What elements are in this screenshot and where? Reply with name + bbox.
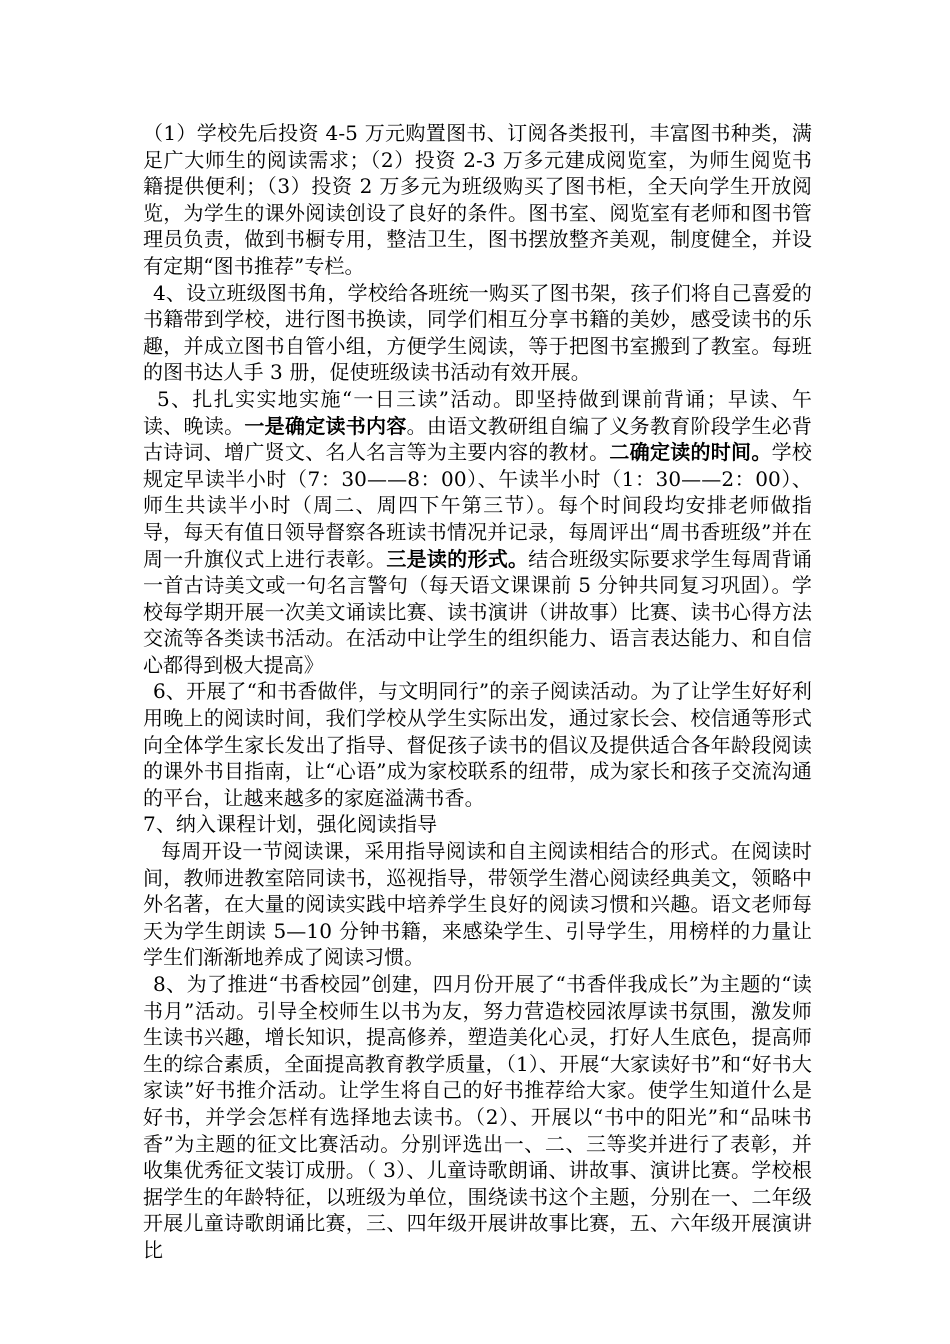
paragraph-class-book-corner [143,280,812,386]
bold-heading-content: 一是确定读书内容 [244,413,407,438]
text-segment: 5、扎扎实实地实施“一日三读”活动。即坚持做到课前背诵；早读、午读、晚读。 [143,386,812,438]
paragraph-parent-child-reading [143,678,812,811]
text-segment: （1）学校先后投资 4-5 万元购置图书、订阅各类报刊，丰富图书种类，满足广大师生的阅读需求；（2）投资 2-3 万多元建成阅览室，为师生阅览书籍提供便利；（3）投资 2 万多元为班级购买了图书柜，全天向学生开放阅览，为学生的课外阅读创设了良好的条件。图书室、阅览室有老师和图书管理员负责，做到书橱专用，整洁卫生，图书摆放整齐美观，制度健全，并设有定期“图书推荐”专栏。 [143,121,812,278]
paragraph-curriculum-heading [143,811,812,838]
text-segment: 8、为了推进“书香校园”创建，四月份开展了“书香伴我成长”为主题的“读书月”活动。引导全校师生以书为友，努力营造校园浓厚读书氛围，激发师生读书兴趣，增长知识，提高修养，塑造美化心灵，打好人生底色，提高师生的综合素质，全面提高教育教学质量，（1）、开展“大家读好书”和“好书大家读”好书推介活动。让学生将自己的好书推荐给大家。使学生知道什么是好书，并学会怎样有选择地去读书。（2）、开展以“书中的阳光”和“品味书香”为主题的征文比赛活动。分别评选出一、二、三等奖并进行了表彰，并收集优秀征文装订成册。（ 3）、儿童诗歌朗诵、讲故事、演讲比赛。学校根据学生的年龄特征，以班级为单位，围绕读书这个主题，分别在一、二年级开展儿童诗歌朗诵比赛，三、四年级开展讲故事比赛，五、六年级开展演讲比 [143,972,812,1262]
paragraph-reading-class [143,838,812,971]
text-segment: 。由语文教研组自编了义务教育阶段学生必背古诗词、增广贤文、名人名言等为主要内容的教材。 [143,413,813,465]
document-body [143,120,812,1264]
text-segment: 6、开展了“和书香做伴，与文明同行”的亲子阅读活动。为了让学生好好利用晚上的阅读时间，我们学校从学生实际出发，通过家长会、校信通等形式向全体学生家长发出了指导、督促孩子读书的倡议及提供适合各年龄段阅读的课外书目指南，让“心语”成为家校联系的纽带，成为家长和孩子交流沟通的平台，让越来越多的家庭溢满书香。 [143,679,812,810]
paragraph-reading-month [143,971,812,1264]
text-segment: 每周开设一节阅读课，采用指导阅读和自主阅读相结合的形式。在阅读时间，教师进教室陪同读书，巡视指导，带领学生潜心阅读经典美文，领略中外名著，在大量的阅读实践中培养学生良好的阅读习惯和兴趣。语文老师每天为学生朗读 5—10 分钟书籍，来感染学生、引导学生，用榜样的力量让学生们渐渐地养成了阅读习惯。 [143,839,812,970]
text-segment: 7、纳入课程计划，强化阅读指导 [143,812,438,837]
paragraph-library-investment [143,120,812,280]
text-segment: 学校规定早读半小时（7：30——8：00）、午读半小时（1：30——2：00）、师生共读半小时（周二、周四下午第三节）。每个时间段均安排老师做指导，每天有值日领导督察各班读书情况并记录，每周评出“周书香班级”并在周一升旗仪式上进行表彰。 [143,440,812,571]
bold-heading-form: 三是读的形式。 [386,546,529,571]
bold-heading-time: 二确定读的时间。 [609,440,772,465]
paragraph-three-readings [143,386,812,679]
text-segment: 4、设立班级图书角，学校给各班统一购买了图书架，孩子们将自己喜爱的书籍带到学校，进行图书换读，同学们相互分享书籍的美妙，感受读书的乐趣，并成立图书自管小组，方便学生阅读，等于把图书室搬到了教室。每班的图书达人手 3 册，促使班级读书活动有效开展。 [143,280,812,385]
text-segment: 结合班级实际要求学生每周背诵一首古诗美文或一句名言警句（每天语文课课前 5 分钟共同复习巩固）。学校每学期开展一次美文诵读比赛、读书演讲（讲故事）比赛、读书心得方法交流等各类读书活动。在活动中让学生的组织能力、语言表达能力、和自信心都得到极大提高》 [143,546,813,677]
